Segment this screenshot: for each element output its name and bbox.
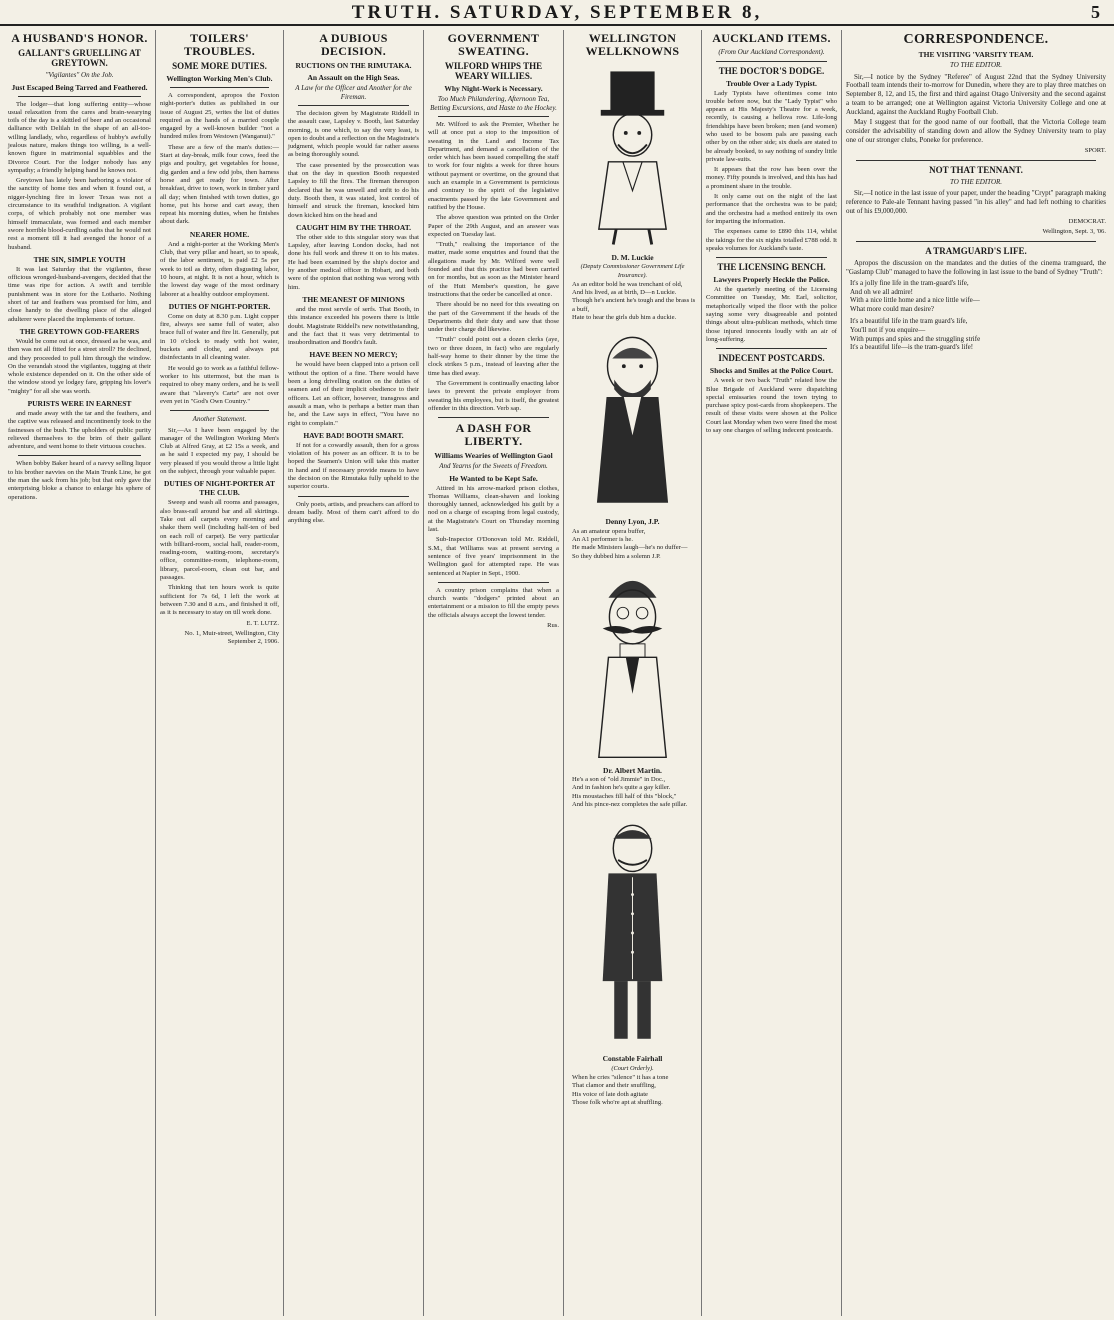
caricature-martin-drawing [570, 565, 695, 765]
deck: (From Our Auckland Correspondent). [718, 48, 825, 56]
subheadline: WILFORD WHIPS THE WEARY WILLIES. [444, 61, 543, 81]
crosshead: HAVE BEEN NO MERCY; [309, 350, 398, 360]
divider [18, 455, 141, 456]
column-government-sweating [424, 30, 564, 1316]
paragraph: and made away with the tar and the feathers, and the captive was released and incontinently took to the fastnesses of the bush. The upholders of public purity relieved themselves to the brim of their gallant adventure, and went home to their virtuous couches. [8, 410, 151, 451]
caricature-caption: Denny Lyon, J.P. [605, 517, 660, 527]
paragraph: "Truth," realising the importance of the matter, made some enquiries and found that the allegations made by Mr. Wilford were well founded and that this practice had been carried on for months, but as soon as the Minister heard of the Hutt Member's question, he gave instructions that the order be cancelled at once. [428, 241, 559, 298]
divider [298, 105, 409, 106]
page-number: 5 [1091, 2, 1100, 22]
paragraph: "Truth" could point out a dozen clerks (aye, two or three dozen, in fact) who are regularly half-way home to their dinner by the time the clock strikes 5 p.m., instead of leaving after the time has died away. [428, 336, 559, 377]
deck: An Assault on the High Seas. [307, 73, 400, 82]
subheadline: NOT THAT TENNANT. [929, 164, 1023, 175]
paragraph: The case presented by the prosecution was that on the day in question Booth requested Lapsley to fill the fires. The fireman thereupon declared that he was unwell and unfit to do his duty. Booth then, it was stated, lost control of himself and struck the fireman, knocked him down kicked him on the head and [288, 161, 419, 219]
paragraph: Sir,—As I have been engaged by the manager of the Wellington Working Men's Club at Alfred Gray, at £2 15s a week, and as he said I expected my pay, I should be very pleased if you would throw a little light on the subject, through your valuable paper. [160, 426, 279, 476]
verse: It's a beautiful life in the tram guard's life, You'll not if you enquire— With pumps and spies and the struggling strife It's a beautiful life—is the tram-guard's life! [850, 316, 981, 352]
crosshead: NEARER HOME. [189, 229, 250, 239]
subheadline: THE DOCTOR'S DODGE. [718, 65, 825, 76]
paragraph: he would have been clapped into a prison cell without the option of a fine. There would have been a long drivelling oration on the duties of seamen and of their implicit obedience to their officers. Let an officer, however, transgress and assault a man, who is perhaps a better man than he, and the Law says in effect, "You have no right to complain." [288, 361, 419, 427]
divider [438, 116, 549, 117]
caricature-subcaption: (Deputy Commissioner Government Life Insurance). [580, 263, 685, 279]
paragraph: The above question was printed on the Order Paper of the 29th August, and an answer was expected on Tuesday last. [428, 214, 559, 238]
caricature-caption: D. M. Luckie [611, 253, 654, 262]
paragraph: Come on duty at 8.30 p.m. Light copper fire, always see same full of water, also brace full of water and fire lit. Generally, put in 10 o'clock to ready with hot water, buckets and clothe, and always put disinfectants in all cleaning water. [160, 312, 279, 362]
paragraph: Apropos the discussion on the mandates and the duties of the cinema tramguard, the "Gaslamp Club" managed to have the following in last issue to the band of Sydney "Truth": [846, 259, 1106, 276]
paragraph: When bobby Baker heard of a navvy selling liquor to his brother navvies on the Main Trunk Line, he got the man the sack from his job; but that only gave the enterprising bloke a chance to enlarge his sphere of operations. [8, 460, 151, 501]
paragraph: Sub-Inspector O'Donovan told Mr. Riddell, S.M., that Williams was at present serving a sentence of five years' imprisonment in the Wellington gaol for attempted rape. He was sentenced at Napier in Sept., 1900. [428, 536, 559, 577]
caricature-subcaption: (Court Orderly). [611, 1064, 654, 1072]
paragraph: It appears that the row has been over the money. Fifty pounds is involved, and this has had a prominent share in the trouble. [706, 166, 837, 190]
paragraph: Thinking that ten hours work is quite sufficient for 7s 6d, I left the work at between 7.30 and 8 a.m., and finished it off, as it is necessary to stay on till work done. [160, 584, 279, 617]
headline: AUCKLAND ITEMS. [712, 31, 831, 45]
paragraph: There should be no need for this sweating on the part of the Government if the heads of the Departments did their duty and saw that those under their charge did likewise. [428, 301, 559, 334]
paragraph: Only poets, artists, and preachers can afford to dream badly. Most of them can't afford to do anything else. [288, 500, 419, 525]
deck: Why Night-Work is Necessary. [444, 84, 543, 93]
headline: A DASH FOR LIBERTY. [455, 421, 532, 449]
paragraph: A country prison complains that when a church wants "dodgers" printed about an entertainment or a mission to fill the empty pews the officials always accept the lowest tender. [428, 586, 559, 619]
subheadline: INDECENT POSTCARDS. [718, 353, 825, 364]
caricature-fairhall [570, 813, 695, 1053]
crosshead: DUTIES OF NIGHT-PORTER. [168, 301, 271, 311]
dateline: Wellington, Sept. 3, '06. [1042, 228, 1106, 236]
caricature-caption: Dr. Albert Martin. [603, 765, 662, 775]
column-correspondence [842, 30, 1110, 1316]
column-husbands-honor [4, 30, 156, 1316]
divider [716, 257, 827, 258]
divider [18, 96, 141, 97]
verse: He's a son of "old Jimmie" in Doc., And in fashion he's quite a gay killer. His moustaches fill half of this "block," And his pince-nez completes the safe pillar. [572, 776, 688, 809]
crosshead: THE GREYTOWN GOD-FEARERS [19, 326, 140, 336]
headline: WELLINGTON WELLKNOWNS [585, 31, 680, 58]
subheadline: A TRAMGUARD'S LIFE. [925, 246, 1027, 257]
subheadline: RUCTIONS ON THE RIMUTAKA. [295, 61, 412, 70]
paragraph: If not for a cowardly assault, then for a gross violation of his power as an officer. It is to be hoped the Seamen's Union will take this matter in hand and if necessary provide means to have the decision on the Rimutaka fully upheld to the superior courts. [288, 441, 419, 491]
divider [298, 496, 409, 497]
paragraph: May I suggest that for the good name of our football, that the Victoria College team consider the advisability of standing down and allow the Sydney University team to play one of our stronger clubs, Poneke for preference. [846, 118, 1106, 145]
signature: DEMOCRAT. [1068, 217, 1106, 225]
paragraph: And a night-porter at the Working Men's Club, that very pillar and heart, so to speak, of the labor sentiment, is paid £2 5s per week to toil as dirty, often disgusting labor, 10 hours, at night. It is not a hour, which is the lowest day wage of the most ordinary laborer at a healthy outdoor employment. [160, 240, 279, 298]
caricature-fairhall-drawing [570, 813, 695, 1053]
deck: He Wanted to be Kept Safe. [449, 473, 538, 483]
headline: TOILERS' TROUBLES. [183, 31, 256, 58]
paragraph: Greytown has lately been harboring a violator of the sanctity of home ties and when it found out, a nigger-lynching fire in lower Texas was not a circumstance to its wrathful indignation. A vigilant corps, of which probably not one member was himself immaculate, was formed and each member swore horrible blood-curdling oaths that he would not rest a moment till it had avenged the honor of a husband. [8, 177, 151, 251]
columns [4, 30, 1110, 1316]
address: No. 1, Muir-street, Wellington, City September 2, 1906. [184, 629, 279, 646]
divider [438, 417, 549, 418]
paragraph: Sweep and wash all rooms and passages, also brass-rail around bar and all skirtings. Take out all carpets every morning and shake them well (including half-ten of bed on each roll of carpet). Be very particular with billiard-room, social hall, reader-room, reading-room, waiting-room, secretary's office, committee-room, telephone-room, library, parcel-room, clean out bar, and passages. [160, 499, 279, 582]
paragraph: He would go to work as a faithful fellow-worker to his uttermost, but the man is required to obey many orders, and he is well aware that "slavery's Carte" are not over even yet in "God's Own Country." [160, 364, 279, 405]
signature: E. T. LUTZ. [246, 619, 279, 627]
deck: Shocks and Smiles at the Police Court. [709, 366, 834, 376]
headline: CORRESPONDENCE. [903, 32, 1049, 47]
divider [716, 348, 827, 349]
divider [856, 160, 1096, 161]
deck: Just Escaped Being Tarred and Feathered. [11, 82, 148, 92]
headline: GOVERNMENT SWEATING. [447, 31, 540, 58]
verse: As an amateur opera buffer, An A1 performer is he. He made Ministers laugh—he's no duffer— So they dubbed him a solemn J.P. [572, 527, 688, 560]
to-the-editor: TO THE EDITOR. [949, 61, 1003, 69]
divider [170, 87, 269, 88]
deck: Lawyers Properly Heckle the Police. [713, 275, 830, 285]
to-the-editor: TO THE EDITOR. [949, 177, 1003, 186]
deck: Trouble Over a Lady Typist. [726, 78, 817, 88]
headline: A DUBIOUS DECISION. [319, 31, 388, 58]
paragraph: Would be come out at once, dressed as he was, and then was not all fitted for a street stroll? He declined, and they proceeded to pull him through the window. On the verandah stood the vigilantes, tugging at their whole existence depended on it. On the other side of the window stood ye lodgey fare, gripping his lover's "mighty" for all she was worth. [8, 337, 151, 395]
signature: Rus. [547, 622, 559, 630]
crosshead: CAUGHT HIM BY THE THROAT. [295, 222, 412, 232]
verse: As an editor bold he was trenchant of old, And his lived, as at birth, D—n Luckie. Though he's ancient he's tough and the brass is a buff, Hate to hear the girls dub him a duckie. [572, 280, 696, 322]
divider [170, 410, 269, 411]
paragraph: and the most servile of serfs. That Booth, in this instance exceeded his powers there is little doubt. Magistrate Riddell's new notwithstanding, and the fact that it was very detrimental to insubordination and Booth's fault. [288, 305, 419, 347]
signature: SPORT. [1084, 146, 1106, 154]
column-auckland-items [702, 30, 842, 1316]
deck: Too Much Philandering, Afternoon Tea, Betting Excursions, and Haste to the Hockey. [430, 95, 557, 112]
headline: A HUSBAND'S HONOR. [11, 31, 148, 45]
caricature-lyon-drawing [570, 326, 695, 516]
divider [856, 241, 1096, 242]
caricature-caption: Constable Fairhall [602, 1054, 663, 1064]
paragraph: Sir,—I notice in the last issue of your paper, under the heading "Crypt" paragraph making reference to Pale-ale Tennant having passed "in his alley" and had left nothing to charities out of his £9,000,000. [846, 189, 1106, 215]
subheadline: GALLANT'S GRUELLING AT GREYTOWN. [18, 48, 141, 68]
column-dubious-decision [284, 30, 424, 1316]
paragraph: Sir,—I notice by the Sydney "Referee" of August 22nd that the Sydney University Football team intends their to-morrow for Dunedin, where they are to play three matches on September 8, 12, and 15, the first and third against Otago University and the second against a team to be arranged; one at Wellington against Victoria University College and one at Auckland, against the Auckland Rugby Football Club. [846, 72, 1106, 116]
crosshead: THE MEANEST OF MINIONS [302, 294, 405, 304]
crosshead: HAVE BAD! BOOTH SMART. [303, 430, 404, 440]
caricature-lyon [570, 326, 695, 516]
paragraph: The decision given by Magistrate Riddell in the assault case, Lapsley v. Booth, last Saturday morning, is one which, to say the very least, is open to doubt and a reflection on the Magistrate's judgment, which people would far rather assess as being thoroughly sound. [288, 110, 419, 159]
caricature-martin [570, 565, 695, 765]
paragraph: The Government is continually enacting labor laws to prevent the private employer from sweating his employees, but is itself, the greatest offender in this direction. Verb sap. [428, 379, 559, 412]
verse: It's a jolly fine life in the tram-guard's life, And oh we all admire! With a nice little home and a nice little wife— What more could man desire? [850, 278, 980, 314]
column-toilers-troubles [156, 30, 284, 1316]
deck: Williams Wearies of Wellington Gaol [434, 451, 553, 461]
divider [438, 582, 549, 583]
subheadline: SOME MORE DUTIES. [172, 61, 267, 71]
crosshead: PURISTS WERE IN EARNEST [27, 399, 132, 408]
paragraph: A week or two back "Truth" related how the Blue Brigade of Auckland were dispatching special emissaries round the town trying to purchase spicy post-cards from shopkeepers. The result of these visits were shown at the Police Court last Monday when two were fined the most to say one charges of selling indecent postcards. [706, 377, 837, 434]
paragraph: It was last Saturday that the vigilantes, these officious wronged-husband-avengers, decided that the time was ripe for action. A swift and terrible punishment was in store for the Lothario. Nothing short of tar and feathers was promised for him, and close handy to the dwelling place of the alleged adulterer were placed the implements of torture. [8, 265, 151, 323]
subheadline: THE VISITING 'VARSITY TEAM. [918, 50, 1034, 59]
crosshead: DUTIES OF NIGHT-PORTER AT THE CLUB. [164, 479, 275, 498]
paragraph: The expenses came to £890 this 114, whilst the takings for the six nights totalled £788 odd. It speaks volumes for Auckland's taste. [706, 228, 837, 252]
newspaper-title: TRUTH. SATURDAY, SEPTEMBER 8, [351, 2, 763, 23]
paragraph: The other side to this singular story was that Lapsley, after leaving London docks, had not done his full work and threw it on to his mates. He had been examined by the ship's doctor and by another medical officer in Hobart, and both were of the opinion that nothing was wrong with him. [288, 233, 419, 291]
paragraph: These are a few of the man's duties:—Start at day-break, milk four cows, feed the pigs and poultry, get vegetables for house, dig garden and a few odd jobs, then harness horse and get ready for town. After breakfast, drive to town, work in timber yard all day; when finished with town duties, go home, put his horse and cart away, then repeat his morning duties, when he finishes about dark. [160, 143, 279, 226]
caricature-luckie [570, 62, 695, 252]
divider [716, 61, 827, 62]
deck: And Yearns for the Sweets of Freedom. [439, 462, 548, 471]
paragraph: Mr. Wilford to ask the Premier, Whether he will at once put a stop to the imposition of sweating in the Land and Income Tax Department, and demand a cancellation of the order which has been issued compelling the staff to work for four nights a week for three hours without payment or overtime, on the ground that such an example in a Government is pernicious and contrary to the spirit of the legislative enactments passed by the late Government and ratified by the House. [428, 121, 559, 211]
subheadline: THE LICENSING BENCH. [717, 262, 826, 273]
paragraph: Attired in his arrow-marked prison clothes, Thomas Williams, clean-shaven and looking thoroughly tanned, acknowledged his guilt by a nod on a charge of escaping from legal custody, at the Magistrate's Court on Thursday morning last. [428, 484, 559, 534]
crosshead: THE SIN, SIMPLE YOUTH [33, 254, 126, 264]
paragraph: The lodger—that long suffering entity—whose usual relaxation from the cares and brain-wearying toils of the day is a skittled of beer and an occasional dalliance with Delilah in the shape of an all-too-willing landlady, who, regardless of hubby's awfully jealous nature, makes things too willing, is a well-known figure in matrimonial squabbles and the Divorce Court. For the lodger nobody has any sympathy; a friendly helping hand he knows not. [8, 100, 151, 174]
paragraph: It only came out on the night of the last performance that the orchestra was to be paid; and the orchestra had a method entirely its own for imparting the information. [706, 193, 837, 225]
paragraph: A correspondent, apropos the Foxton night-porter's duties as published in our issue of August 25, writes the list of duties required as the hands of a married couple engaged by a well-known builder "not a hundred miles from Westown (Wanganui)." [160, 92, 279, 141]
verse: When he cries "silence" it has a tone That clamor and their snuffling, His voice of late doth agitate Those folk who're apt at shuffling. [572, 1073, 669, 1106]
paragraph: Lady Typists have oftentimes come into trouble before now, but the "Lady Typist" who appears at His Majesty's Theatre for a week, recently, is causing a hellova row. Life-long friendships have been broken; men (and women) who used to be bosom pals are passing each other by on the other side; six duels are stated to be already booked, to say nothing of sundry little private law-suits. [706, 89, 837, 163]
crosshead: Another Statement. [192, 415, 247, 424]
masthead [0, 0, 1114, 26]
deck: Wellington Working Men's Club. [166, 74, 273, 83]
paragraph: At the quarterly meeting of the Licensing Committee on Tuesday, Mr. Earl, solicitor, metaphorically wiped the floor with the police saying some very disagreeable and pointed things about ultra-publican methods, which time those injured innocents loudly with an air of long-suffering. [706, 286, 837, 343]
caricature-luckie-drawing [570, 62, 695, 252]
deck: "Vigilantes" On the Job. [45, 71, 114, 79]
deck: A Law for the Officer and Another for the Fireman. [295, 84, 412, 101]
column-wellington-wellknowns [564, 30, 702, 1316]
